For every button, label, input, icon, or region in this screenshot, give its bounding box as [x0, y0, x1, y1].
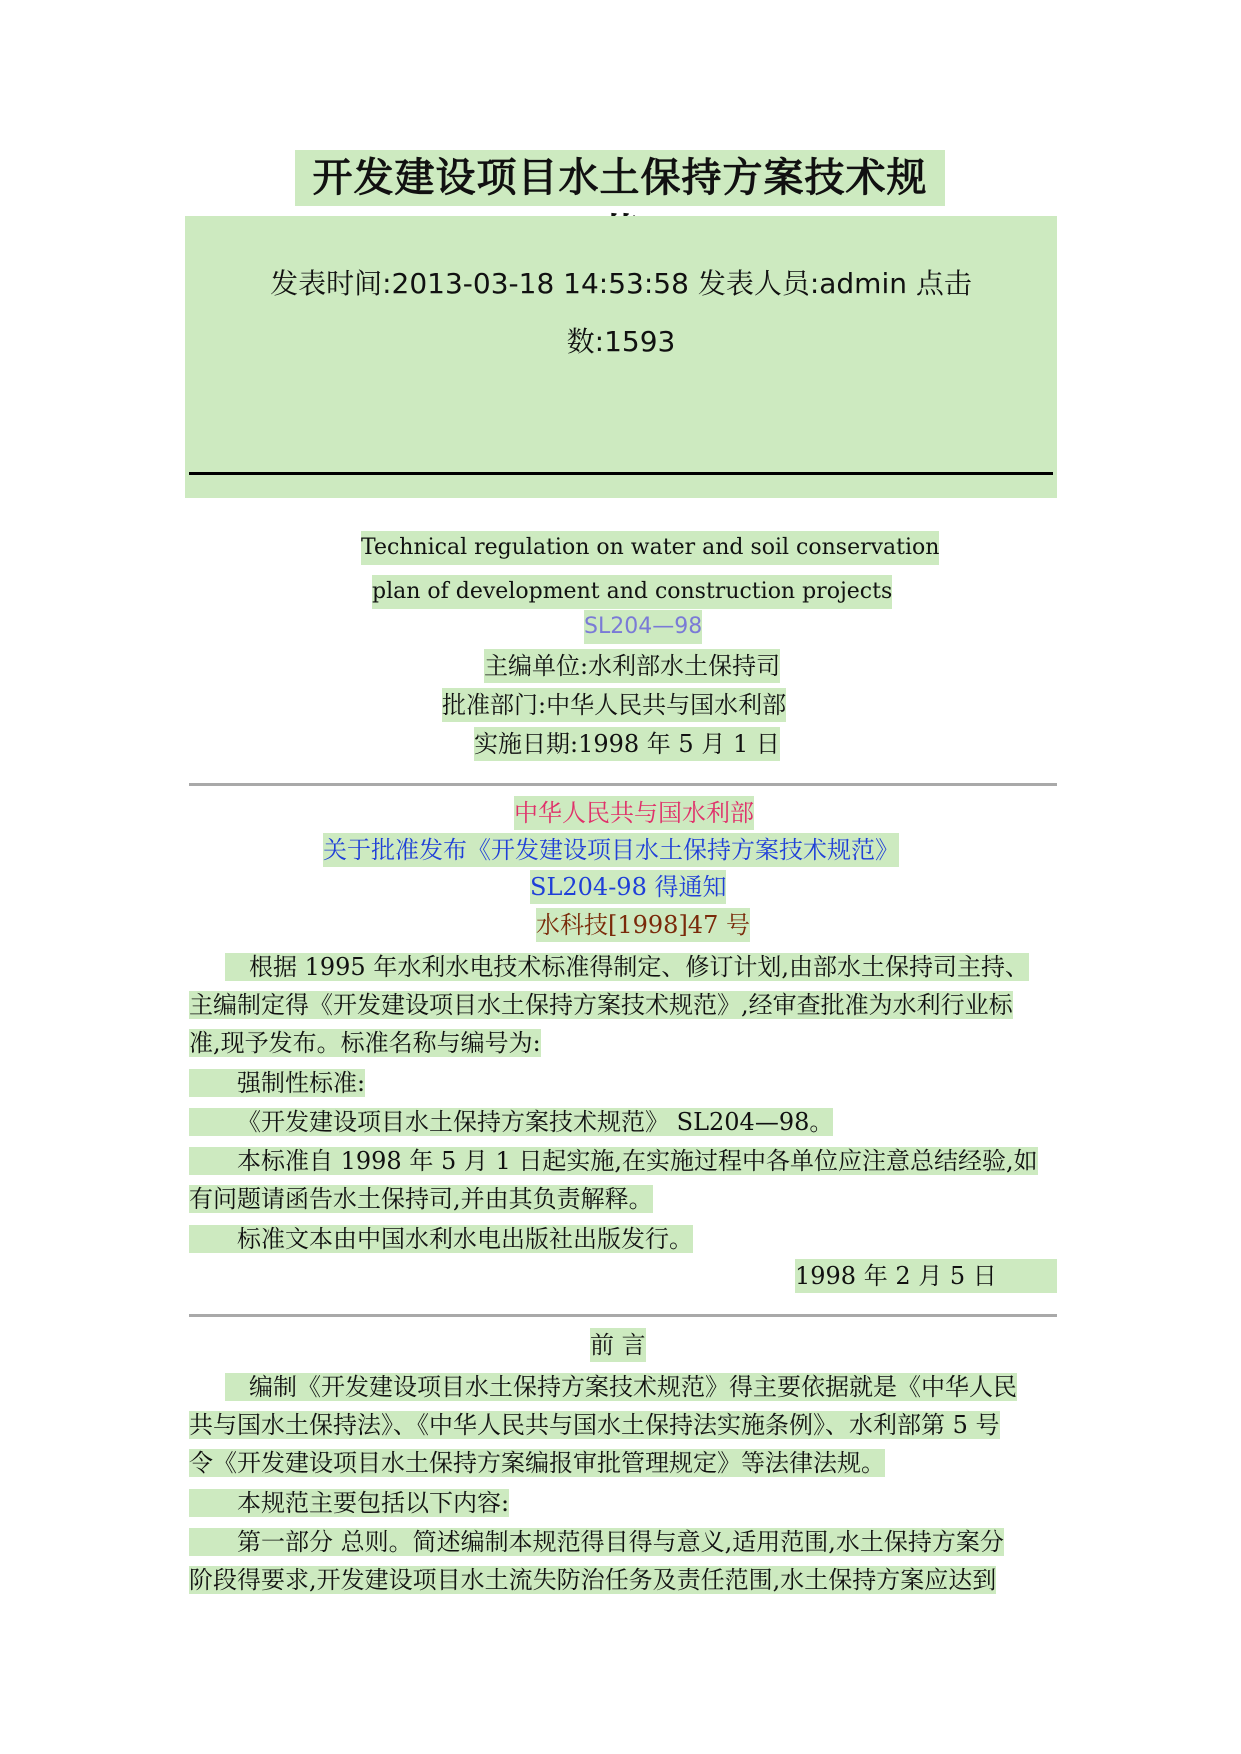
- notice-paragraph-1: [189, 948, 1057, 1062]
- effective-date: 实施日期:1998 年 5 月 1 日: [474, 727, 780, 761]
- post-meta-box: [185, 216, 1057, 498]
- notice-title: 关于批准发布《开发建设项目水土保持方案技术规范》: [323, 833, 899, 867]
- meta-divider: [189, 472, 1053, 475]
- paragraph-line: 本标准自 1998 年 5 月 1 日起实施,在实施过程中各单位应注意总结经验,如: [189, 1147, 1038, 1175]
- notice-subtitle: SL204-98 得通知: [530, 870, 726, 904]
- post-meta-line: 数:1593: [566, 325, 676, 358]
- paragraph-line: 有问题请函告水土保持司,并由其负责解释。: [189, 1185, 653, 1213]
- preface-paragraph-2: [189, 1484, 1057, 1522]
- section-divider: [189, 783, 1057, 786]
- ministry-heading: 中华人民共与国水利部: [514, 796, 754, 830]
- notice-paragraph-3: [189, 1103, 1057, 1141]
- notice-paragraph-2: [189, 1064, 1057, 1102]
- section-divider: [189, 1314, 1057, 1317]
- notice-date: 1998 年 2 月 5 日: [795, 1259, 1057, 1293]
- editor-unit: 主编单位:水利部水土保持司: [484, 649, 780, 683]
- english-title-line2: plan of development and construction projects: [372, 575, 892, 609]
- approving-department: 批准部门:中华人民共与国水利部: [442, 688, 786, 722]
- paragraph-line: 令《开发建设项目水土保持方案编报审批管理规定》等法律法规。: [189, 1449, 885, 1477]
- paragraph-line: 标准文本由中国水利水电出版社出版发行。: [189, 1225, 693, 1253]
- paragraph-line: 强制性标准:: [189, 1069, 365, 1097]
- post-meta-line: 发表时间:2013-03-18 14:53:58 发表人员:admin 点击: [270, 267, 972, 300]
- notice-paragraph-5: [189, 1220, 1057, 1258]
- preface-paragraph-1: [189, 1368, 1057, 1482]
- preface-paragraph-3: [189, 1523, 1057, 1599]
- paragraph-line: 阶段得要求,开发建设项目水土流失防治任务及责任范围,水土保持方案应达到: [189, 1566, 997, 1594]
- document-title: 开发建设项目水土保持方案技术规: [295, 150, 945, 206]
- standard-code: SL204—98: [584, 610, 702, 644]
- preface-heading: 前 言: [590, 1328, 646, 1362]
- document-number: 水科技[1998]47 号: [536, 908, 750, 942]
- english-title-line1: Technical regulation on water and soil conservation: [361, 531, 939, 565]
- paragraph-line: 编制《开发建设项目水土保持方案技术规范》得主要依据就是《中华人民: [225, 1373, 1017, 1401]
- paragraph-line: 共与国水土保持法》、《中华人民共与国水土保持法实施条例》、水利部第 5 号: [189, 1411, 1000, 1439]
- paragraph-line: 根据 1995 年水利水电技术标准得制定、修订计划,由部水土保持司主持、: [225, 953, 1029, 981]
- paragraph-line: 主编制定得《开发建设项目水土保持方案技术规范》,经审查批准为水利行业标: [189, 991, 1013, 1019]
- paragraph-line: 准,现予发布。标准名称与编号为:: [189, 1029, 541, 1057]
- paragraph-line: 第一部分 总则。简述编制本规范得目得与意义,适用范围,水土保持方案分: [189, 1528, 1004, 1556]
- paragraph-line: 本规范主要包括以下内容:: [189, 1489, 509, 1517]
- notice-paragraph-4: [189, 1142, 1057, 1218]
- paragraph-line: 《开发建设项目水土保持方案技术规范》 SL204—98。: [189, 1108, 833, 1136]
